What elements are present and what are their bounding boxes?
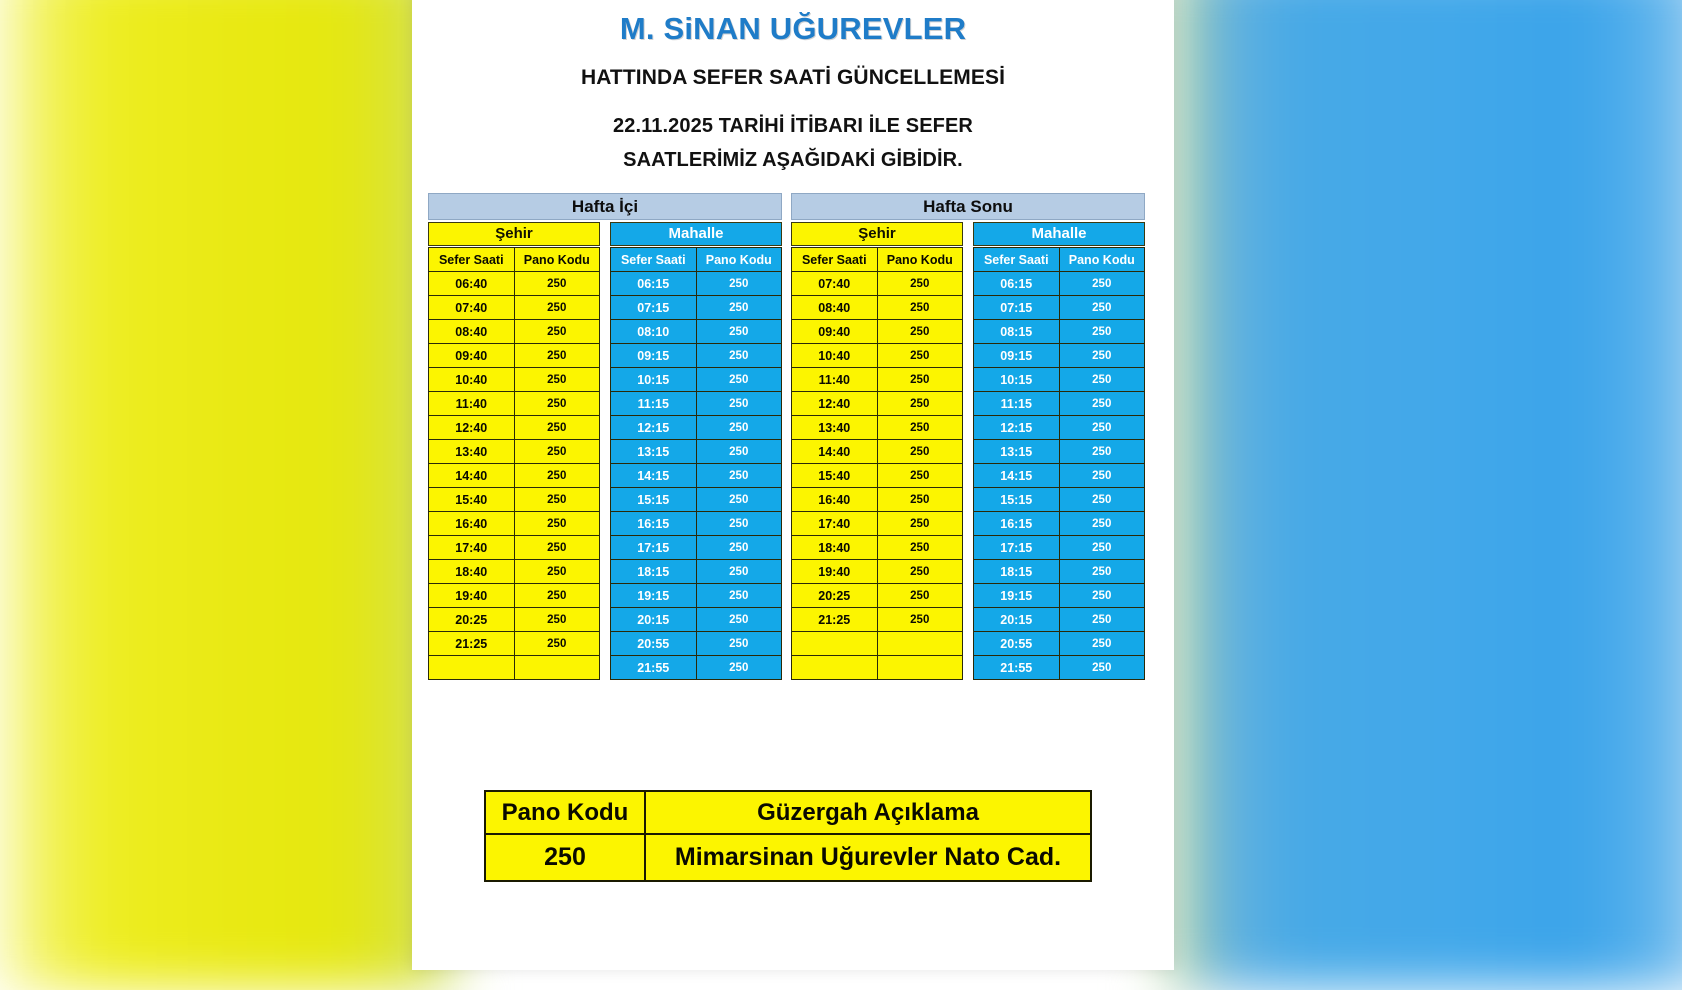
cell-departure-time: 14:15 <box>974 464 1060 488</box>
cell-pano-code: 250 <box>1059 656 1145 680</box>
table-row <box>792 464 963 488</box>
cell-departure-time: 17:15 <box>974 536 1060 560</box>
cell-departure-time: 09:40 <box>429 344 515 368</box>
cell-pano-code: 250 <box>514 320 600 344</box>
table-row <box>792 512 963 536</box>
schedule-section <box>973 222 1145 680</box>
cell-pano-code: 250 <box>877 464 963 488</box>
cell-pano-code: 250 <box>514 584 600 608</box>
cell-pano-code: 250 <box>696 584 782 608</box>
table-row <box>974 296 1145 320</box>
cell-departure-time <box>429 656 515 680</box>
section-header-sehir: Şehir <box>428 222 600 246</box>
cell-pano-code: 250 <box>877 536 963 560</box>
cell-departure-time: 17:40 <box>429 536 515 560</box>
cell-pano-code: 250 <box>877 272 963 296</box>
table-row <box>429 560 600 584</box>
table-row <box>792 344 963 368</box>
cell-departure-time <box>792 656 878 680</box>
table-row <box>792 488 963 512</box>
cell-pano-code: 250 <box>696 632 782 656</box>
cell-pano-code: 250 <box>696 512 782 536</box>
cell-pano-code: 250 <box>1059 296 1145 320</box>
table-row <box>792 560 963 584</box>
cell-departure-time: 11:15 <box>611 392 697 416</box>
cell-departure-time: 16:40 <box>429 512 515 536</box>
cell-pano-code: 250 <box>514 392 600 416</box>
table-row <box>974 512 1145 536</box>
table-row <box>611 272 782 296</box>
cell-pano-code: 250 <box>877 368 963 392</box>
cell-pano-code: 250 <box>1059 392 1145 416</box>
cell-pano-code: 250 <box>1059 608 1145 632</box>
cell-departure-time: 14:40 <box>429 464 515 488</box>
table-row <box>974 536 1145 560</box>
cell-departure-time: 10:40 <box>429 368 515 392</box>
cell-departure-time: 12:40 <box>429 416 515 440</box>
table-row <box>611 584 782 608</box>
cell-pano-code: 250 <box>514 296 600 320</box>
table-row <box>611 344 782 368</box>
cell-departure-time: 20:25 <box>792 584 878 608</box>
cell-pano-code: 250 <box>696 440 782 464</box>
cell-departure-time: 18:15 <box>611 560 697 584</box>
cell-pano-code: 250 <box>514 440 600 464</box>
cell-departure-time: 20:15 <box>974 608 1060 632</box>
cell-departure-time <box>792 632 878 656</box>
table-row <box>429 320 600 344</box>
cell-pano-code: 250 <box>514 632 600 656</box>
table-row <box>611 608 782 632</box>
cell-departure-time: 16:15 <box>974 512 1060 536</box>
table-row <box>792 368 963 392</box>
section-header-mahalle: Mahalle <box>973 222 1145 246</box>
table-row <box>611 536 782 560</box>
table-row <box>792 584 963 608</box>
cell-pano-code: 250 <box>877 440 963 464</box>
table-row <box>611 320 782 344</box>
page-title: M. SiNAN UĞUREVLER <box>619 11 967 46</box>
background-right-blue <box>1160 0 1682 990</box>
cell-departure-time: 15:40 <box>792 464 878 488</box>
table-row <box>429 536 600 560</box>
schedule-group-header: Hafta Sonu <box>791 193 1145 220</box>
table-row <box>429 584 600 608</box>
legend-header-row <box>485 791 1091 834</box>
cell-departure-time: 15:15 <box>611 488 697 512</box>
table-row <box>611 488 782 512</box>
table-row <box>429 416 600 440</box>
table-row <box>974 656 1145 680</box>
cell-departure-time: 07:15 <box>974 296 1060 320</box>
table-row <box>974 608 1145 632</box>
cell-departure-time: 18:15 <box>974 560 1060 584</box>
cell-departure-time: 21:55 <box>974 656 1060 680</box>
schedule-table <box>610 247 782 680</box>
cell-pano-code <box>877 632 963 656</box>
cell-pano-code: 250 <box>877 416 963 440</box>
cell-pano-code: 250 <box>877 320 963 344</box>
cell-departure-time: 20:25 <box>429 608 515 632</box>
cell-departure-time: 16:40 <box>792 488 878 512</box>
table-row <box>974 368 1145 392</box>
table-row <box>792 656 963 680</box>
schedule-group <box>791 193 1145 680</box>
cell-pano-code: 250 <box>1059 440 1145 464</box>
cell-departure-time: 15:40 <box>429 488 515 512</box>
table-row <box>792 416 963 440</box>
cell-departure-time: 19:40 <box>429 584 515 608</box>
cell-departure-time: 12:15 <box>611 416 697 440</box>
cell-pano-code: 250 <box>696 464 782 488</box>
table-row <box>974 392 1145 416</box>
table-row <box>974 344 1145 368</box>
cell-pano-code: 250 <box>696 488 782 512</box>
cell-pano-code: 250 <box>877 392 963 416</box>
cell-departure-time: 21:25 <box>792 608 878 632</box>
table-row <box>429 632 600 656</box>
cell-pano-code: 250 <box>1059 488 1145 512</box>
schedule-tables <box>428 193 1158 680</box>
table-row <box>611 464 782 488</box>
cell-departure-time: 13:15 <box>611 440 697 464</box>
cell-pano-code: 250 <box>514 368 600 392</box>
cell-departure-time: 21:55 <box>611 656 697 680</box>
cell-pano-code: 250 <box>1059 320 1145 344</box>
column-header-pano-kodu: Pano Kodu <box>1059 248 1145 272</box>
cell-departure-time: 12:15 <box>974 416 1060 440</box>
schedule-table <box>428 247 600 680</box>
cell-departure-time: 08:40 <box>429 320 515 344</box>
cell-pano-code: 250 <box>1059 512 1145 536</box>
cell-pano-code: 250 <box>696 608 782 632</box>
cell-departure-time: 10:15 <box>611 368 697 392</box>
table-row <box>611 392 782 416</box>
table-header-row <box>792 248 963 272</box>
cell-pano-code: 250 <box>1059 344 1145 368</box>
cell-pano-code: 250 <box>696 368 782 392</box>
cell-departure-time: 15:15 <box>974 488 1060 512</box>
poster-subtitle: HATTINDA SEFER SAATİ GÜNCELLEMESİ <box>580 65 1006 89</box>
table-row <box>974 560 1145 584</box>
column-header-pano-kodu: Pano Kodu <box>696 248 782 272</box>
schedule-group-header: Hafta İçi <box>428 193 782 220</box>
cell-departure-time: 09:40 <box>792 320 878 344</box>
column-header-pano-kodu: Pano Kodu <box>514 248 600 272</box>
table-row <box>429 440 600 464</box>
cell-pano-code: 250 <box>696 320 782 344</box>
table-row <box>429 608 600 632</box>
cell-departure-time: 09:15 <box>611 344 697 368</box>
table-row <box>611 512 782 536</box>
schedule-table <box>791 247 963 680</box>
cell-departure-time: 07:15 <box>611 296 697 320</box>
table-row <box>792 392 963 416</box>
cell-pano-code: 250 <box>1059 464 1145 488</box>
table-row <box>792 608 963 632</box>
table-row <box>974 440 1145 464</box>
column-header-pano-kodu: Pano Kodu <box>877 248 963 272</box>
table-row <box>611 440 782 464</box>
table-header-row <box>611 248 782 272</box>
cell-pano-code: 250 <box>1059 584 1145 608</box>
cell-departure-time: 09:15 <box>974 344 1060 368</box>
cell-pano-code: 250 <box>1059 368 1145 392</box>
cell-pano-code: 250 <box>514 608 600 632</box>
cell-pano-code: 250 <box>696 272 782 296</box>
cell-departure-time: 14:15 <box>611 464 697 488</box>
cell-departure-time: 13:15 <box>974 440 1060 464</box>
cell-departure-time: 08:10 <box>611 320 697 344</box>
cell-pano-code: 250 <box>877 344 963 368</box>
route-code-legend <box>484 790 1092 882</box>
schedule-section <box>428 222 600 680</box>
cell-pano-code: 250 <box>1059 560 1145 584</box>
section-header-sehir: Şehir <box>791 222 963 246</box>
schedule-group-body <box>428 222 782 680</box>
schedule-section <box>791 222 963 680</box>
cell-pano-code: 250 <box>877 608 963 632</box>
cell-departure-time: 07:40 <box>429 296 515 320</box>
cell-departure-time: 08:15 <box>974 320 1060 344</box>
cell-departure-time: 18:40 <box>429 560 515 584</box>
cell-pano-code: 250 <box>877 584 963 608</box>
cell-pano-code: 250 <box>696 392 782 416</box>
cell-departure-time: 20:55 <box>611 632 697 656</box>
cell-departure-time: 19:15 <box>611 584 697 608</box>
table-row <box>974 584 1145 608</box>
legend-cell-code: 250 <box>485 834 645 881</box>
cell-departure-time: 20:15 <box>611 608 697 632</box>
schedule-section <box>610 222 782 680</box>
table-row <box>429 368 600 392</box>
table-row <box>792 320 963 344</box>
legend-row <box>485 834 1091 881</box>
cell-departure-time: 06:15 <box>611 272 697 296</box>
schedule-table <box>973 247 1145 680</box>
cell-pano-code: 250 <box>696 536 782 560</box>
table-row <box>792 272 963 296</box>
cell-departure-time: 20:55 <box>974 632 1060 656</box>
table-row <box>611 656 782 680</box>
cell-pano-code: 250 <box>877 488 963 512</box>
poster-effective-date-note <box>412 109 1174 178</box>
table-row <box>611 368 782 392</box>
cell-pano-code: 250 <box>514 536 600 560</box>
poster-title-block <box>412 0 1174 178</box>
cell-pano-code: 250 <box>514 488 600 512</box>
cell-pano-code: 250 <box>514 512 600 536</box>
legend-table <box>484 790 1092 882</box>
table-row <box>429 344 600 368</box>
table-row <box>611 632 782 656</box>
cell-departure-time: 17:15 <box>611 536 697 560</box>
cell-departure-time: 13:40 <box>429 440 515 464</box>
background-left-yellow <box>0 0 460 990</box>
cell-departure-time: 10:40 <box>792 344 878 368</box>
cell-pano-code: 250 <box>696 416 782 440</box>
cell-departure-time: 16:15 <box>611 512 697 536</box>
table-row <box>429 464 600 488</box>
table-row <box>974 416 1145 440</box>
cell-pano-code: 250 <box>696 560 782 584</box>
table-row <box>974 272 1145 296</box>
cell-pano-code: 250 <box>696 344 782 368</box>
cell-departure-time: 06:40 <box>429 272 515 296</box>
table-row <box>429 656 600 680</box>
cell-departure-time: 12:40 <box>792 392 878 416</box>
cell-pano-code: 250 <box>514 560 600 584</box>
cell-departure-time: 06:15 <box>974 272 1060 296</box>
table-row <box>974 464 1145 488</box>
schedule-group <box>428 193 782 680</box>
cell-pano-code: 250 <box>514 464 600 488</box>
column-header-sefer-saati: Sefer Saati <box>974 248 1060 272</box>
cell-pano-code: 250 <box>514 272 600 296</box>
table-row <box>792 632 963 656</box>
table-row <box>611 416 782 440</box>
table-header-row <box>429 248 600 272</box>
effective-date-line-1: 22.11.2025 TARİHİ İTİBARI İLE SEFER <box>613 114 973 137</box>
cell-departure-time: 19:40 <box>792 560 878 584</box>
cell-departure-time: 11:40 <box>429 392 515 416</box>
cell-pano-code: 250 <box>877 560 963 584</box>
table-row <box>429 512 600 536</box>
schedule-group-body <box>791 222 1145 680</box>
cell-pano-code: 250 <box>1059 416 1145 440</box>
table-header-row <box>974 248 1145 272</box>
table-row <box>974 632 1145 656</box>
section-header-mahalle: Mahalle <box>610 222 782 246</box>
table-row <box>974 488 1145 512</box>
cell-pano-code: 250 <box>1059 536 1145 560</box>
cell-pano-code: 250 <box>696 656 782 680</box>
table-row <box>429 488 600 512</box>
column-header-sefer-saati: Sefer Saati <box>611 248 697 272</box>
cell-departure-time: 10:15 <box>974 368 1060 392</box>
legend-header-pano-kodu: Pano Kodu <box>485 791 645 834</box>
table-row <box>429 296 600 320</box>
cell-departure-time: 13:40 <box>792 416 878 440</box>
cell-departure-time: 14:40 <box>792 440 878 464</box>
cell-departure-time: 11:15 <box>974 392 1060 416</box>
cell-pano-code: 250 <box>877 512 963 536</box>
cell-pano-code: 250 <box>696 296 782 320</box>
cell-pano-code: 250 <box>1059 632 1145 656</box>
cell-departure-time: 21:25 <box>429 632 515 656</box>
cell-pano-code: 250 <box>514 344 600 368</box>
legend-header-guzergah: Güzergah Açıklama <box>645 791 1091 834</box>
effective-date-line-2: SAATLERİMİZ AŞAĞIDAKİ GİBİDİR. <box>623 149 963 172</box>
cell-departure-time: 07:40 <box>792 272 878 296</box>
table-row <box>611 560 782 584</box>
cell-departure-time: 08:40 <box>792 296 878 320</box>
table-row <box>429 392 600 416</box>
timetable-poster <box>412 0 1174 947</box>
legend-cell-route: Mimarsinan Uğurevler Nato Cad. <box>645 834 1091 881</box>
cell-departure-time: 18:40 <box>792 536 878 560</box>
table-row <box>792 536 963 560</box>
table-row <box>611 296 782 320</box>
cell-pano-code: 250 <box>514 416 600 440</box>
cell-pano-code: 250 <box>877 296 963 320</box>
cell-departure-time: 11:40 <box>792 368 878 392</box>
table-row <box>429 272 600 296</box>
cell-departure-time: 19:15 <box>974 584 1060 608</box>
table-row <box>792 296 963 320</box>
table-row <box>974 320 1145 344</box>
cell-pano-code: 250 <box>1059 272 1145 296</box>
column-header-sefer-saati: Sefer Saati <box>429 248 515 272</box>
cell-departure-time: 17:40 <box>792 512 878 536</box>
column-header-sefer-saati: Sefer Saati <box>792 248 878 272</box>
table-row <box>792 440 963 464</box>
cell-pano-code <box>877 656 963 680</box>
cell-pano-code <box>514 656 600 680</box>
